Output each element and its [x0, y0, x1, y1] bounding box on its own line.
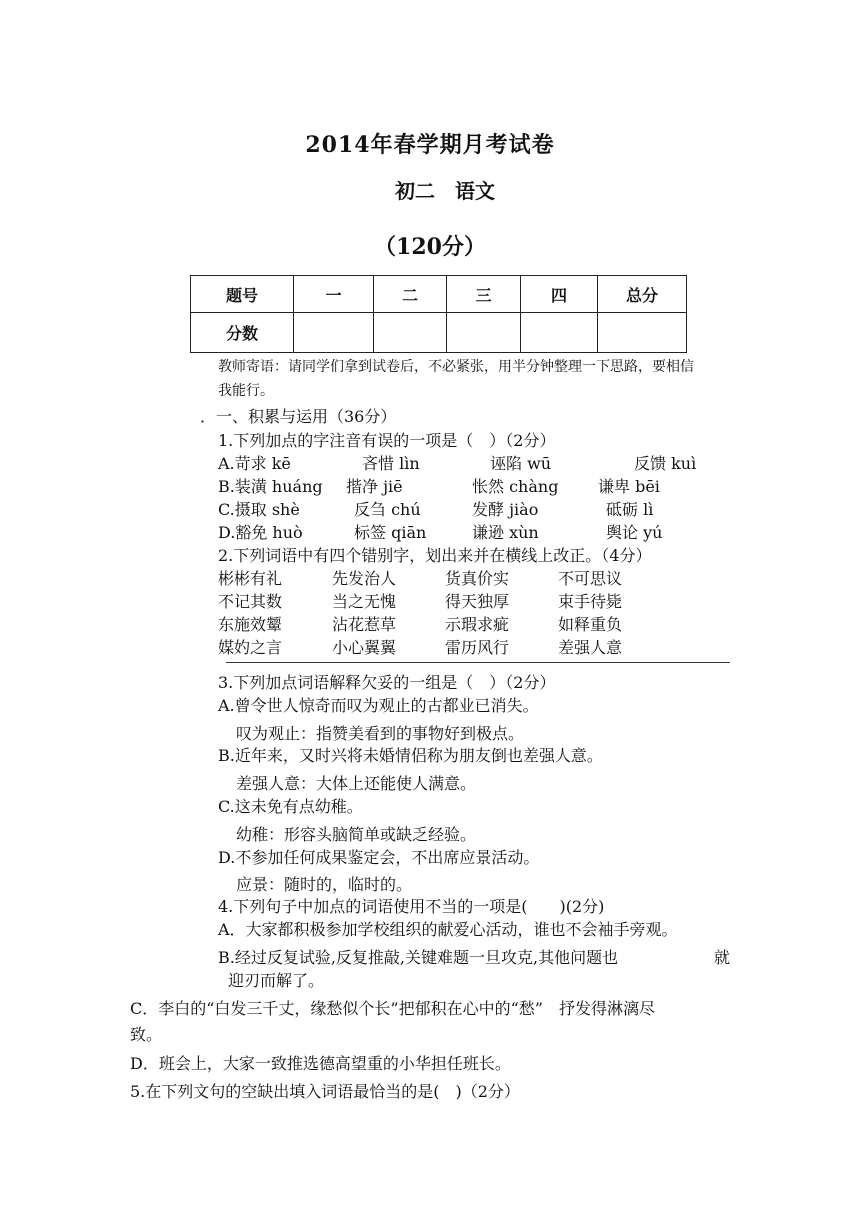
- score-table-score-row: [191, 313, 687, 353]
- q1-option-b: 怅然 chàng: [472, 477, 559, 496]
- q4-option-a: A．大家都积极参加学校组织的献爱心活动，谁也不会袖手旁观。: [218, 920, 678, 939]
- teacher-note-line: 我能行。: [218, 383, 274, 399]
- q1-option-a: A.苛求 kē: [218, 454, 291, 473]
- score-input-cell[interactable]: [521, 313, 598, 353]
- q2-word: 货真价实: [445, 569, 510, 588]
- q1-option-a: 诬陷 wū: [490, 454, 552, 473]
- question-2-stem: 2.下列词语中有四个错别字，划出来并在横线上改正。（4分）: [218, 546, 652, 565]
- q3-option-d-explanation: 应景：随时的，临时的。: [236, 875, 413, 894]
- q3-option-b-explanation: 差强人意：大体上还能使人满意。: [236, 774, 477, 793]
- q2-word: 东施效颦: [218, 615, 283, 634]
- q3-option-a: A.曾令世人惊奇而叹为观止的古都业已消失。: [218, 696, 539, 715]
- q2-word: 彬彬有礼: [218, 569, 283, 588]
- table-cell: 分数: [191, 313, 294, 353]
- table-cell: 总分: [598, 276, 687, 313]
- question-5-stem: 5.在下列文句的空缺出填入词语最恰当的是( )（2分）: [130, 1082, 520, 1101]
- q1-option-b: 揩净 jiē: [346, 477, 403, 496]
- table-cell: 三: [447, 276, 521, 313]
- answer-line[interactable]: [226, 662, 730, 663]
- score-input-cell[interactable]: [598, 313, 687, 353]
- q1-option-c: 发酵 jiào: [472, 500, 539, 519]
- exam-title: 2014年春学期月考试卷: [305, 132, 555, 158]
- question-1-stem: 1.下列加点的字注音有误的一项是（ ）（2分）: [218, 431, 556, 450]
- q2-word: 媒妁之言: [218, 638, 283, 657]
- q1-option-d: D.豁免 huò: [218, 523, 303, 542]
- q2-word: 雷历风行: [445, 638, 510, 657]
- q2-word: 示瑕求疵: [445, 615, 510, 634]
- q4-option-d: D．班会上，大家一致推选德高望重的小华担任班长。: [130, 1054, 511, 1073]
- q2-word: 束手待毙: [558, 592, 623, 611]
- q1-option-c: 反刍 chú: [354, 500, 421, 519]
- grade-subject: 初二 语文: [395, 179, 495, 203]
- total-score: （120分）: [374, 234, 486, 260]
- table-cell: 题号: [191, 276, 294, 313]
- score-table-header-row: [191, 276, 687, 313]
- q2-word: 当之无愧: [332, 592, 397, 611]
- q2-word: 得天独厚: [445, 592, 510, 611]
- q1-option-d: 舆论 yú: [606, 523, 663, 542]
- q2-word: 差强人意: [558, 638, 623, 657]
- q3-option-d: D.不参加任何成果鉴定会，不出席应景活动。: [218, 848, 540, 867]
- score-input-cell[interactable]: [447, 313, 521, 353]
- q3-option-b: B.近年来，又时兴将未婚情侣称为朋友倒也差强人意。: [218, 746, 603, 765]
- score-input-cell[interactable]: [294, 313, 374, 353]
- q1-option-b: 谦卑 bēi: [598, 477, 660, 496]
- q1-option-d: 标签 qiān: [354, 523, 427, 542]
- q1-option-c: 砥砺 lì: [606, 500, 654, 519]
- table-cell: 四: [521, 276, 598, 313]
- section-heading: ．一、积累与运用（36分）: [200, 407, 397, 426]
- q3-option-c-explanation: 幼稚：形容头脑简单或缺乏经验。: [236, 825, 477, 844]
- q3-option-c: C.这未免有点幼稚。: [218, 797, 363, 816]
- q1-option-b: B.装潢 huáng: [218, 477, 323, 496]
- q4-option-b-cont: 迎刃而解了。: [228, 971, 325, 990]
- q1-option-a: 吝惜 lìn: [362, 454, 420, 473]
- q3-option-a-explanation: 叹为观止：指赞美看到的事物好到极点。: [236, 724, 525, 743]
- q2-word: 不记其数: [218, 592, 283, 611]
- q4-option-b: B.经过反复试验,反复推敲,关键难题一旦攻克,其他问题也: [218, 948, 619, 967]
- table-cell: 二: [374, 276, 447, 313]
- teacher-note-line: 教师寄语：请同学们拿到试卷后，不必紧张，用半分钟整理一下思路，要相信: [218, 359, 694, 375]
- score-table: [190, 275, 687, 353]
- table-cell: 一: [294, 276, 374, 313]
- q2-word: 沾花惹草: [332, 615, 397, 634]
- q4-option-b-tail: 就: [714, 948, 731, 967]
- q1-option-a: 反馈 kuì: [634, 454, 697, 473]
- q4-option-c-cont: 致。: [130, 1025, 163, 1044]
- q1-option-c: C.摄取 shè: [218, 500, 300, 519]
- q2-word: 先发治人: [332, 569, 397, 588]
- q2-word: 不可思议: [558, 569, 623, 588]
- q2-word: 如释重负: [558, 615, 623, 634]
- question-3-stem: 3.下列加点词语解释欠妥的一组是（ ）（2分）: [218, 673, 556, 692]
- score-input-cell[interactable]: [374, 313, 447, 353]
- q4-option-c: C．李白的“白发三千丈，缘愁似个长”把郁积在心中的“愁” 抒发得淋漓尽: [130, 999, 655, 1018]
- q2-word: 小心翼翼: [332, 638, 397, 657]
- q1-option-d: 谦逊 xùn: [472, 523, 539, 542]
- question-4-stem: 4.下列句子中加点的词语使用不当的一项是( )(2分): [218, 897, 605, 916]
